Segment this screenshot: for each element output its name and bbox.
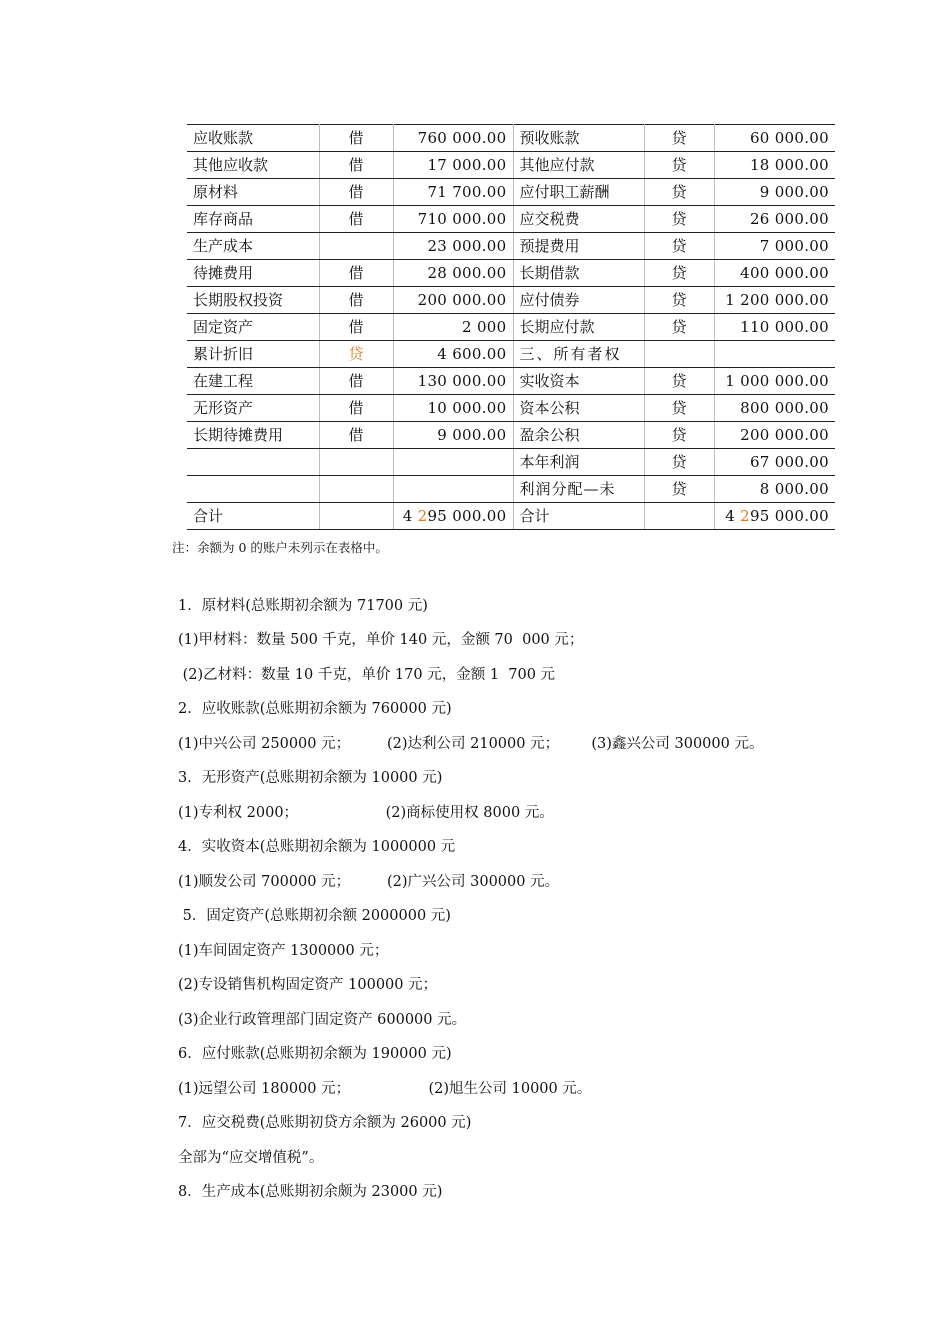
balance-amount: 18 000.00: [714, 152, 835, 179]
balance-table-body: [187, 125, 835, 530]
balance-amount: [393, 476, 513, 503]
account-name: 应付职工薪酬: [513, 179, 644, 206]
balance-amount: 8 000.00: [714, 476, 835, 503]
account-name: 本年利润: [513, 449, 644, 476]
balance-direction: 贷: [644, 125, 714, 152]
balance-direction: [319, 233, 393, 260]
account-name: 长期股权投资: [187, 287, 319, 314]
table-row: [187, 395, 835, 422]
account-name: 固定资产: [187, 314, 319, 341]
account-name: 预提费用: [513, 233, 644, 260]
account-name: 生产成本: [187, 233, 319, 260]
detail-line: (3)企业行政管理部门固定资产 600000 元。: [178, 1012, 467, 1028]
balance-amount: [393, 449, 513, 476]
balance-direction: 借: [319, 152, 393, 179]
total-amount-highlight: 2: [740, 507, 750, 525]
account-name: 资本公积: [513, 395, 644, 422]
detail-line: (1)远望公司 180000 元； (2)旭生公司 10000 元。: [178, 1081, 592, 1097]
table-row: [187, 476, 835, 503]
balance-direction: 借: [319, 179, 393, 206]
heading-line: 1．原材料(总账期初余额为 71700 元): [178, 598, 428, 614]
balance-direction: 借: [319, 314, 393, 341]
balance-amount: 28 000.00: [393, 260, 513, 287]
balance-direction: 贷: [644, 314, 714, 341]
table-row: [187, 260, 835, 287]
balance-direction: 贷: [644, 206, 714, 233]
balance-amount: 130 000.00: [393, 368, 513, 395]
heading-line: 2．应收账款(总账期初余额为 760000 元): [178, 701, 452, 717]
total-row: [187, 503, 835, 530]
balance-amount: 60 000.00: [714, 125, 835, 152]
balance-direction: 贷: [644, 422, 714, 449]
account-name: 利润分配—未: [513, 476, 644, 503]
heading-line: 8．生产成本(总账期初余颇为 23000 元): [178, 1184, 443, 1200]
total-amount-part: 4: [402, 507, 418, 525]
balance-direction: [644, 341, 714, 368]
total-label: 合计: [187, 503, 319, 530]
account-name: 原材料: [187, 179, 319, 206]
balance-direction: 贷: [644, 260, 714, 287]
table-row: [187, 206, 835, 233]
heading-line: 6．应付账款(总账期初余额为 190000 元): [178, 1046, 452, 1062]
balance-direction: 贷: [644, 395, 714, 422]
total-label: 合计: [513, 503, 644, 530]
detail-line: (1)中兴公司 250000 元； (2)达利公司 210000 元； (3)鑫兴公司 300000 元。: [178, 736, 764, 752]
account-name: 长期借款: [513, 260, 644, 287]
balance-direction: 借: [319, 206, 393, 233]
account-name: 盈余公积: [513, 422, 644, 449]
balance-direction: 贷: [319, 341, 393, 368]
balance-direction: 借: [319, 422, 393, 449]
detail-line: (2)乙材料：数量 10 千克，单价 170 元，金额 1 700 元: [178, 667, 556, 683]
account-name: 长期应付款: [513, 314, 644, 341]
detail-line: (1)甲材料：数量 500 千克，单价 140 元，金额 70 000 元；: [178, 632, 584, 648]
account-name: 累计折旧: [187, 341, 319, 368]
account-name: 预收账款: [513, 125, 644, 152]
balance-amount: 10 000.00: [393, 395, 513, 422]
account-name: 应付债券: [513, 287, 644, 314]
heading-line: 3．无形资产(总账期初余额为 10000 元): [178, 770, 443, 786]
balance-amount: 710 000.00: [393, 206, 513, 233]
account-name: 待摊费用: [187, 260, 319, 287]
table-row: [187, 341, 835, 368]
account-name: 实收资本: [513, 368, 644, 395]
detail-line: 全部为“应交增值税”。: [178, 1150, 324, 1166]
table-row: [187, 314, 835, 341]
balance-direction: 贷: [644, 368, 714, 395]
balance-direction: 贷: [644, 152, 714, 179]
balance-amount: 200 000.00: [393, 287, 513, 314]
detail-line: (2)专设销售机构固定资产 100000 元；: [178, 977, 438, 993]
balance-amount: 760 000.00: [393, 125, 513, 152]
table-row: [187, 233, 835, 260]
balance-amount: 26 000.00: [714, 206, 835, 233]
table-row: [187, 449, 835, 476]
balance-amount: 9 000.00: [714, 179, 835, 206]
balance-direction: [319, 503, 393, 530]
account-name: [187, 449, 319, 476]
detail-line: (1)专利权 2000； (2)商标使用权 8000 元。: [178, 805, 554, 821]
table-row: [187, 422, 835, 449]
balance-amount: 67 000.00: [714, 449, 835, 476]
account-name: 其他应付款: [513, 152, 644, 179]
balance-direction: 借: [319, 368, 393, 395]
account-name: 在建工程: [187, 368, 319, 395]
total-amount: [714, 503, 835, 530]
section-heading: 三、所有者权: [513, 341, 644, 368]
total-amount-part: 95 000.00: [427, 507, 507, 525]
heading-line: 5．固定资产(总账期初余额 2000000 元): [178, 908, 451, 924]
account-name: 其他应收款: [187, 152, 319, 179]
balance-amount: 17 000.00: [393, 152, 513, 179]
balance-amount: 800 000.00: [714, 395, 835, 422]
account-name: [187, 476, 319, 503]
heading-line: 4．实收资本(总账期初余额为 1000000 元: [178, 839, 456, 855]
balance-direction: 借: [319, 125, 393, 152]
balance-direction: 贷: [644, 476, 714, 503]
table-footnote: 注：余额为 0 的账户未列示在表格中。: [172, 540, 388, 555]
balance-amount: [714, 341, 835, 368]
table-row: [187, 125, 835, 152]
balance-direction: 借: [319, 260, 393, 287]
balance-amount: 71 700.00: [393, 179, 513, 206]
total-amount-part: 4: [725, 507, 741, 525]
account-name: 无形资产: [187, 395, 319, 422]
total-amount-part: 95 000.00: [749, 507, 829, 525]
total-amount-highlight: 2: [417, 507, 428, 525]
balance-amount: 1 200 000.00: [714, 287, 835, 314]
balance-amount: 400 000.00: [714, 260, 835, 287]
account-name: 应交税费: [513, 206, 644, 233]
balance-direction: [319, 449, 393, 476]
account-name: 应收账款: [187, 125, 319, 152]
total-amount: [393, 503, 513, 530]
balance-amount: 200 000.00: [714, 422, 835, 449]
balance-direction: 贷: [644, 449, 714, 476]
balance-direction: [319, 476, 393, 503]
table-row: [187, 287, 835, 314]
balance-amount: 9 000.00: [393, 422, 513, 449]
account-name: 长期待摊费用: [187, 422, 319, 449]
balance-amount: 110 000.00: [714, 314, 835, 341]
detail-line: (1)顺发公司 700000 元； (2)广兴公司 300000 元。: [178, 874, 560, 890]
balance-amount: 4 600.00: [393, 341, 513, 368]
table-row: [187, 368, 835, 395]
balance-amount: 2 000: [393, 314, 513, 341]
balance-direction: 借: [319, 287, 393, 314]
table-row: [187, 179, 835, 206]
balance-amount: 7 000.00: [714, 233, 835, 260]
balance-direction: [644, 503, 714, 530]
balance-direction: 贷: [644, 179, 714, 206]
detail-line: (1)车间固定资产 1300000 元；: [178, 943, 389, 959]
account-name: 库存商品: [187, 206, 319, 233]
balance-direction: 借: [319, 395, 393, 422]
table-row: [187, 152, 835, 179]
balance-direction: 贷: [644, 233, 714, 260]
balance-amount: 23 000.00: [393, 233, 513, 260]
balance-direction: 贷: [644, 287, 714, 314]
heading-line: 7．应交税费(总账期初贷方余额为 26000 元): [178, 1115, 472, 1131]
balance-table: [187, 124, 835, 530]
balance-amount: 1 000 000.00: [714, 368, 835, 395]
